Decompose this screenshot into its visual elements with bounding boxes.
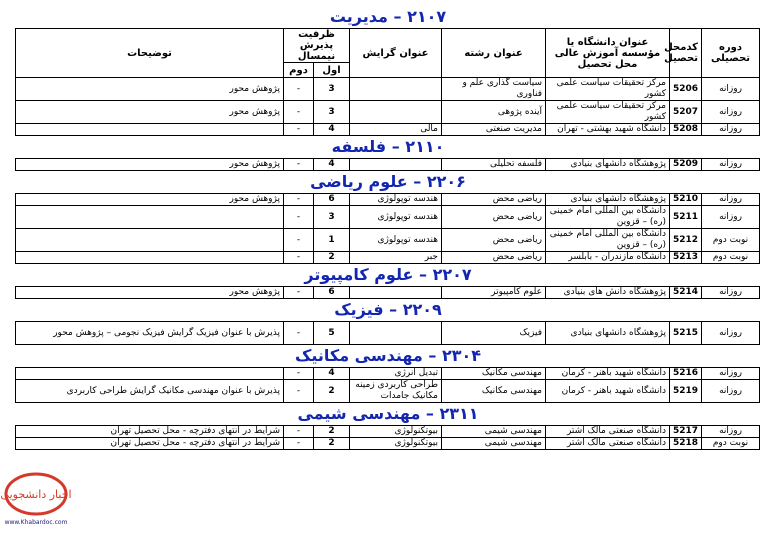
university-cell: پژوهشگاه دانش های بنیادی — [546, 287, 670, 299]
first-semester-cell: 2 — [314, 438, 350, 450]
second-semester-cell: - — [284, 380, 314, 403]
course-type-cell: روزانه — [702, 124, 760, 136]
course-type-cell: روزانه — [702, 194, 760, 206]
first-semester-cell: 3 — [314, 101, 350, 124]
notes-cell — [16, 124, 284, 136]
first-semester-cell: 2 — [314, 380, 350, 403]
field-cell: مهندسی شیمی — [442, 438, 546, 450]
section-title: ۲۳۰۴ – مهندسی مکانیک — [294, 346, 482, 365]
orientation-cell: بیوتکنولوژی — [350, 426, 442, 438]
field-cell: ریاضی محض — [442, 252, 546, 264]
course-type-cell: روزانه — [702, 380, 760, 403]
orientation-cell — [350, 78, 442, 101]
orientation-cell — [350, 322, 442, 345]
second-semester-cell: - — [284, 252, 314, 264]
second-semester-cell: - — [284, 229, 314, 252]
university-cell: دانشگاه صنعتی مالک اشتر — [546, 438, 670, 450]
table-row — [16, 124, 760, 136]
orientation-cell: هندسه توپولوژی — [350, 206, 442, 229]
section-table — [15, 321, 760, 345]
first-semester-cell: 3 — [314, 206, 350, 229]
university-cell: دانشگاه بین المللی امام خمینی (ره) – قزوین — [546, 206, 670, 229]
section-title: ۲۲۰۹ – فیزیک — [334, 300, 442, 319]
notes-cell: پذیرش با عنوان مهندسی مکانیک گرایش طراحی کاربردی — [16, 380, 284, 403]
notes-cell: پژوهش محور — [16, 159, 284, 171]
university-cell: دانشگاه بین المللی امام خمینی (ره) – قزوین — [546, 229, 670, 252]
field-cell: علوم کامپیوتر — [442, 287, 546, 299]
second-semester-cell: - — [284, 159, 314, 171]
table-row — [16, 159, 760, 171]
field-cell: آینده پژوهی — [442, 101, 546, 124]
orientation-cell: هندسه توپولوژی — [350, 229, 442, 252]
header-first-semester: اول — [314, 63, 350, 78]
section-table — [15, 158, 760, 171]
field-cell: ریاضی محض — [442, 206, 546, 229]
code-cell: 5212 — [670, 229, 702, 252]
header-row — [16, 29, 760, 63]
code-cell: 5215 — [670, 322, 702, 345]
orientation-cell: مالی — [350, 124, 442, 136]
field-cell: مهندسی مکانیک — [442, 368, 546, 380]
header-field: عنوان رشته — [442, 29, 546, 78]
notes-cell: پذیرش با عنوان فیزیک گرایش فیزیک نجومی – پژوهش محور — [16, 322, 284, 345]
table-row — [16, 229, 760, 252]
second-semester-cell: - — [284, 194, 314, 206]
code-cell: 5210 — [670, 194, 702, 206]
orientation-cell: هندسه توپولوژی — [350, 194, 442, 206]
section-title: ۲۱۱۰ – فلسفه — [331, 137, 445, 156]
section-table — [15, 425, 760, 450]
table-row — [16, 426, 760, 438]
university-cell: دانشگاه صنعتی مالک اشتر — [546, 426, 670, 438]
university-cell: مرکز تحقیقات سیاست علمی کشور — [546, 78, 670, 101]
code-cell: 5213 — [670, 252, 702, 264]
table-row — [16, 287, 760, 299]
second-semester-cell: - — [284, 124, 314, 136]
course-type-cell: روزانه — [702, 287, 760, 299]
second-semester-cell: - — [284, 322, 314, 345]
code-cell: 5206 — [670, 78, 702, 101]
university-cell: دانشگاه شهید باهنر - کرمان — [546, 380, 670, 403]
table-row — [16, 368, 760, 380]
second-semester-cell: - — [284, 368, 314, 380]
orientation-cell — [350, 101, 442, 124]
course-type-cell: روزانه — [702, 159, 760, 171]
first-semester-cell: 2 — [314, 426, 350, 438]
second-semester-cell: - — [284, 287, 314, 299]
header-university: عنوان دانشگاه یا مؤسسه آموزش عالی محل تحصیل — [546, 29, 670, 78]
section-title: ۲۳۱۱ – مهندسی شیمی — [297, 404, 479, 423]
code-cell: 5218 — [670, 438, 702, 450]
document — [16, 6, 760, 450]
first-semester-cell: 2 — [314, 252, 350, 264]
notes-cell — [16, 368, 284, 380]
sections-container — [16, 6, 760, 450]
course-type-cell: نوبت دوم — [702, 438, 760, 450]
course-type-cell: روزانه — [702, 101, 760, 124]
first-semester-cell: 6 — [314, 194, 350, 206]
course-type-cell: روزانه — [702, 206, 760, 229]
first-semester-cell: 4 — [314, 124, 350, 136]
watermark-logo — [0, 462, 70, 530]
table-row — [16, 194, 760, 206]
first-semester-cell: 4 — [314, 368, 350, 380]
notes-cell — [16, 206, 284, 229]
university-cell: دانشگاه شهید بهشتی - تهران — [546, 124, 670, 136]
notes-cell: پژوهش محور — [16, 101, 284, 124]
notes-cell — [16, 229, 284, 252]
notes-cell: پژوهش محور — [16, 194, 284, 206]
course-type-cell: روزانه — [702, 368, 760, 380]
section-table — [15, 286, 760, 299]
field-cell: فلسفه تحلیلی — [442, 159, 546, 171]
field-cell: ریاضی محض — [442, 194, 546, 206]
code-cell: 5209 — [670, 159, 702, 171]
header-course-type: دوره تحصیلی — [702, 29, 760, 78]
watermark-url: www.Khabardoc.com — [4, 519, 68, 526]
notes-cell — [16, 252, 284, 264]
university-cell: پژوهشگاه دانشهای بنیادی — [546, 194, 670, 206]
code-cell: 5216 — [670, 368, 702, 380]
university-cell: دانشگاه مازندران - بابلسر — [546, 252, 670, 264]
second-semester-cell: - — [284, 206, 314, 229]
course-type-cell: روزانه — [702, 78, 760, 101]
course-type-cell: نوبت دوم — [702, 229, 760, 252]
table-row — [16, 322, 760, 345]
code-cell: 5214 — [670, 287, 702, 299]
course-type-cell: نوبت دوم — [702, 252, 760, 264]
notes-cell: پژوهش محور — [16, 287, 284, 299]
header-second-semester: دوم — [284, 63, 314, 78]
code-cell: 5219 — [670, 380, 702, 403]
first-semester-cell: 1 — [314, 229, 350, 252]
orientation-cell — [350, 159, 442, 171]
section-table — [15, 28, 760, 136]
header-capacity: ظرفیت پذیرش نیمسال — [284, 29, 350, 63]
field-cell: سیاست گذاری علم و فناوری — [442, 78, 546, 101]
first-semester-cell: 5 — [314, 322, 350, 345]
orientation-cell: طراحی کاربردی زمینه مکانیک جامدات — [350, 380, 442, 403]
orientation-cell: جبر — [350, 252, 442, 264]
header-orientation: عنوان گرایش — [350, 29, 442, 78]
first-semester-cell: 4 — [314, 159, 350, 171]
course-type-cell: روزانه — [702, 426, 760, 438]
orientation-cell — [350, 287, 442, 299]
section-title: ۲۲۰۶ – علوم ریاضی — [310, 172, 466, 191]
table-row — [16, 206, 760, 229]
table-row — [16, 101, 760, 124]
university-cell: پژوهشگاه دانشهای بنیادی — [546, 159, 670, 171]
field-cell: مهندسی مکانیک — [442, 380, 546, 403]
code-cell: 5211 — [670, 206, 702, 229]
table-row — [16, 380, 760, 403]
table-row — [16, 252, 760, 264]
first-semester-cell: 6 — [314, 287, 350, 299]
notes-cell: شرایط در انتهای دفترچه - محل تحصیل تهران — [16, 426, 284, 438]
section-title: ۲۱۰۷ – مدیریت — [329, 7, 447, 26]
second-semester-cell: - — [284, 78, 314, 101]
watermark-text: اخبار دانشجویی — [0, 488, 72, 501]
section-table — [15, 367, 760, 403]
second-semester-cell: - — [284, 438, 314, 450]
header-notes: توضیحات — [16, 29, 284, 78]
field-cell: ریاضی محض — [442, 229, 546, 252]
orientation-cell: تبدیل انرژی — [350, 368, 442, 380]
notes-cell: شرایط در انتهای دفترچه - محل تحصیل تهران — [16, 438, 284, 450]
notes-cell: پژوهش محور — [16, 78, 284, 101]
code-cell: 5208 — [670, 124, 702, 136]
table-row — [16, 78, 760, 101]
field-cell: مهندسی شیمی — [442, 426, 546, 438]
orientation-cell: بیوتکنولوژی — [350, 438, 442, 450]
second-semester-cell: - — [284, 101, 314, 124]
code-cell: 5207 — [670, 101, 702, 124]
table-row — [16, 438, 760, 450]
header-code: کدمحل تحصیل — [670, 29, 702, 78]
university-cell: دانشگاه شهید باهنر - کرمان — [546, 368, 670, 380]
course-type-cell: روزانه — [702, 322, 760, 345]
code-cell: 5217 — [670, 426, 702, 438]
section-table — [15, 193, 760, 264]
university-cell: مرکز تحقیقات سیاست علمی کشور — [546, 101, 670, 124]
university-cell: پژوهشگاه دانشهای بنیادی — [546, 322, 670, 345]
section-title: ۲۲۰۷ – علوم کامپیوتر — [304, 265, 472, 284]
field-cell: مدیریت صنعتی — [442, 124, 546, 136]
field-cell: فیزیک — [442, 322, 546, 345]
first-semester-cell: 3 — [314, 78, 350, 101]
second-semester-cell: - — [284, 426, 314, 438]
